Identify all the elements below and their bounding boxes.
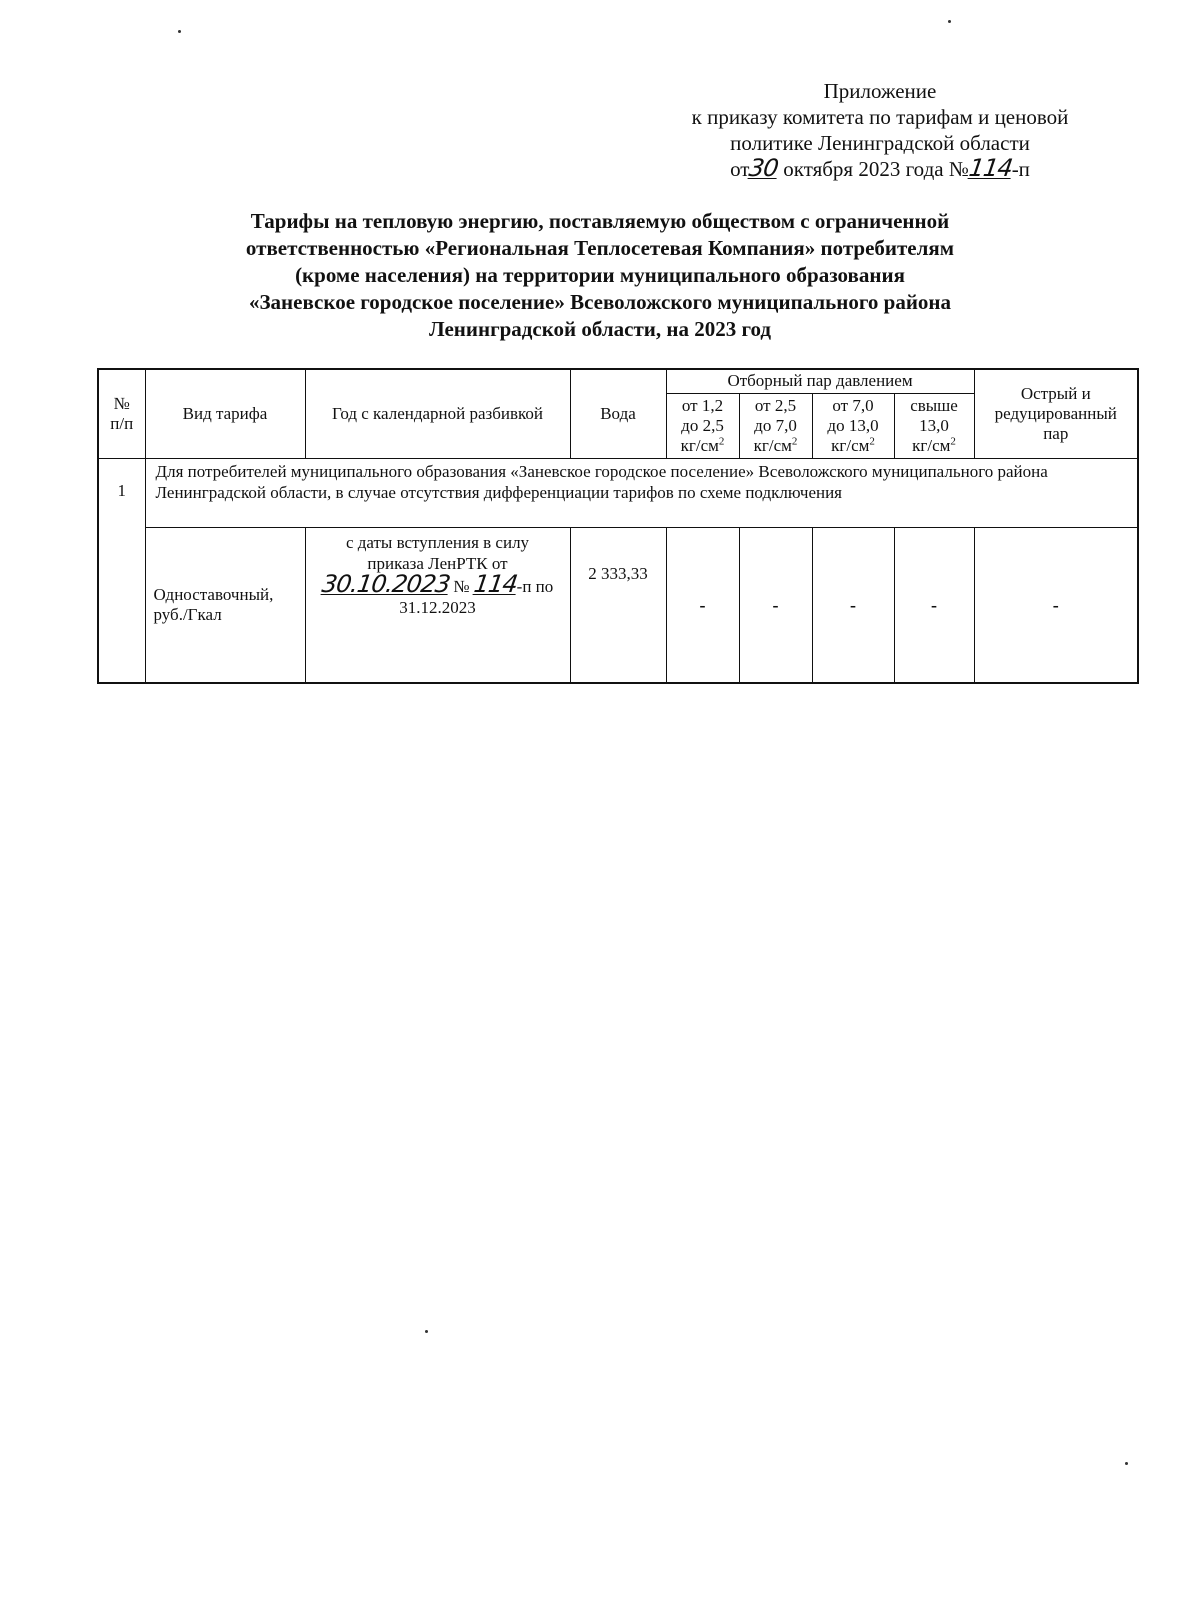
tariff-type-unit: руб./Гкал xyxy=(153,604,222,624)
header-sharp-line: редуцированный xyxy=(994,403,1117,423)
handwritten-order-number: 114 xyxy=(471,569,519,598)
header-row xyxy=(98,369,1138,393)
header-steam-group: Отборный пар давлением xyxy=(666,369,974,393)
date-prefix: от xyxy=(730,157,750,181)
header-steam-2 xyxy=(739,393,812,458)
period-line: с даты вступления в силу xyxy=(345,532,530,552)
steam-unit xyxy=(815,436,892,456)
cell-sharp-steam: - xyxy=(974,527,1138,683)
header-number xyxy=(98,369,145,458)
title-line: ответственностью «Региональная Теплосетевая Компания» потребителям xyxy=(245,236,955,260)
steam-range-from: от 1,2 xyxy=(681,395,724,415)
cell-water: 2 333,33 xyxy=(570,527,666,683)
date-rest: октября 2023 года № xyxy=(783,157,969,181)
cell-steam-3: - xyxy=(812,527,894,683)
steam-range-to: до 7,0 xyxy=(754,415,797,435)
row-number: 1 xyxy=(98,458,145,683)
unit-sup: 2 xyxy=(718,434,725,447)
unit-text: кг/см xyxy=(753,435,792,455)
scan-speck xyxy=(425,1330,428,1333)
header-number-sign: № xyxy=(113,393,130,413)
steam-unit xyxy=(897,436,972,456)
header-tariff-type: Вид тарифа xyxy=(145,369,305,458)
steam-range-to: до 2,5 xyxy=(681,415,724,435)
group-description: Для потребителей муниципального образования «Заневское городское поселение» Всеволожского муниципального района Ленинградской области, в случае отсутствия дифференциации тарифов по схеме подключения xyxy=(145,458,1138,527)
document-title xyxy=(140,208,1060,343)
cell-period xyxy=(305,527,570,683)
steam-range-to: до 13,0 xyxy=(827,415,879,435)
handwritten-order-date: 30.10.2023 xyxy=(319,569,452,598)
steam-range-to: 13,0 xyxy=(919,415,949,435)
unit-sup: 2 xyxy=(791,434,798,447)
appendix-title: Приложение xyxy=(823,79,937,103)
cell-steam-2: - xyxy=(739,527,812,683)
title-line: Тарифы на тепловую энергию, поставляемую обществом с ограниченной xyxy=(250,209,950,233)
title-line: Ленинградской области, на 2023 год xyxy=(428,317,772,341)
period-line: приказа ЛенРТК от xyxy=(367,553,508,573)
table-row xyxy=(98,527,1138,683)
appendix-block xyxy=(650,78,1110,182)
period-num-suffix: -п по xyxy=(516,576,554,596)
order-suffix: -п xyxy=(1011,157,1030,181)
steam-unit xyxy=(742,436,810,456)
appendix-line: политике Ленинградской области xyxy=(730,131,1030,155)
cell-steam-4: - xyxy=(894,527,974,683)
header-steam-1 xyxy=(666,393,739,458)
steam-unit xyxy=(669,436,737,456)
period-end-date: 31.12.2023 xyxy=(399,597,476,617)
title-line: «Заневское городское поселение» Всеволожского муниципального района xyxy=(248,290,952,314)
cell-tariff-type xyxy=(145,527,305,683)
handwritten-day: 30 xyxy=(747,154,781,182)
tariff-table xyxy=(97,368,1139,684)
header-sharp-line: пар xyxy=(1043,423,1069,443)
title-line: (кроме населения) на территории муниципального образования xyxy=(295,263,905,287)
unit-text: кг/см xyxy=(831,435,870,455)
header-sharp-line: Острый и xyxy=(1020,383,1091,403)
tariff-type-line: Одноставочный, xyxy=(153,584,274,604)
handwritten-order-number: 114 xyxy=(966,154,1014,182)
unit-text: кг/см xyxy=(912,435,951,455)
header-steam-4 xyxy=(894,393,974,458)
appendix-date-line xyxy=(650,156,1110,182)
group-row xyxy=(98,458,1138,527)
unit-sup: 2 xyxy=(950,434,956,447)
appendix-line: к приказу комитета по тарифам и ценовой xyxy=(691,105,1069,129)
period-num-prefix: № xyxy=(453,576,470,596)
steam-range-from: от 7,0 xyxy=(832,395,874,415)
cell-steam-1: - xyxy=(666,527,739,683)
scan-speck xyxy=(948,20,951,23)
scan-speck xyxy=(178,30,181,33)
header-number-label: п/п xyxy=(110,413,134,433)
scan-speck xyxy=(1125,1462,1128,1465)
header-year: Год с календарной разбивкой xyxy=(305,369,570,458)
header-steam-3 xyxy=(812,393,894,458)
unit-sup: 2 xyxy=(869,434,875,447)
unit-text: кг/см xyxy=(680,435,719,455)
period-order-line xyxy=(308,569,568,598)
header-sharp-steam xyxy=(974,369,1138,458)
steam-range-from: от 2,5 xyxy=(754,395,797,415)
header-water: Вода xyxy=(570,369,666,458)
steam-range-from: свыше xyxy=(910,395,958,415)
